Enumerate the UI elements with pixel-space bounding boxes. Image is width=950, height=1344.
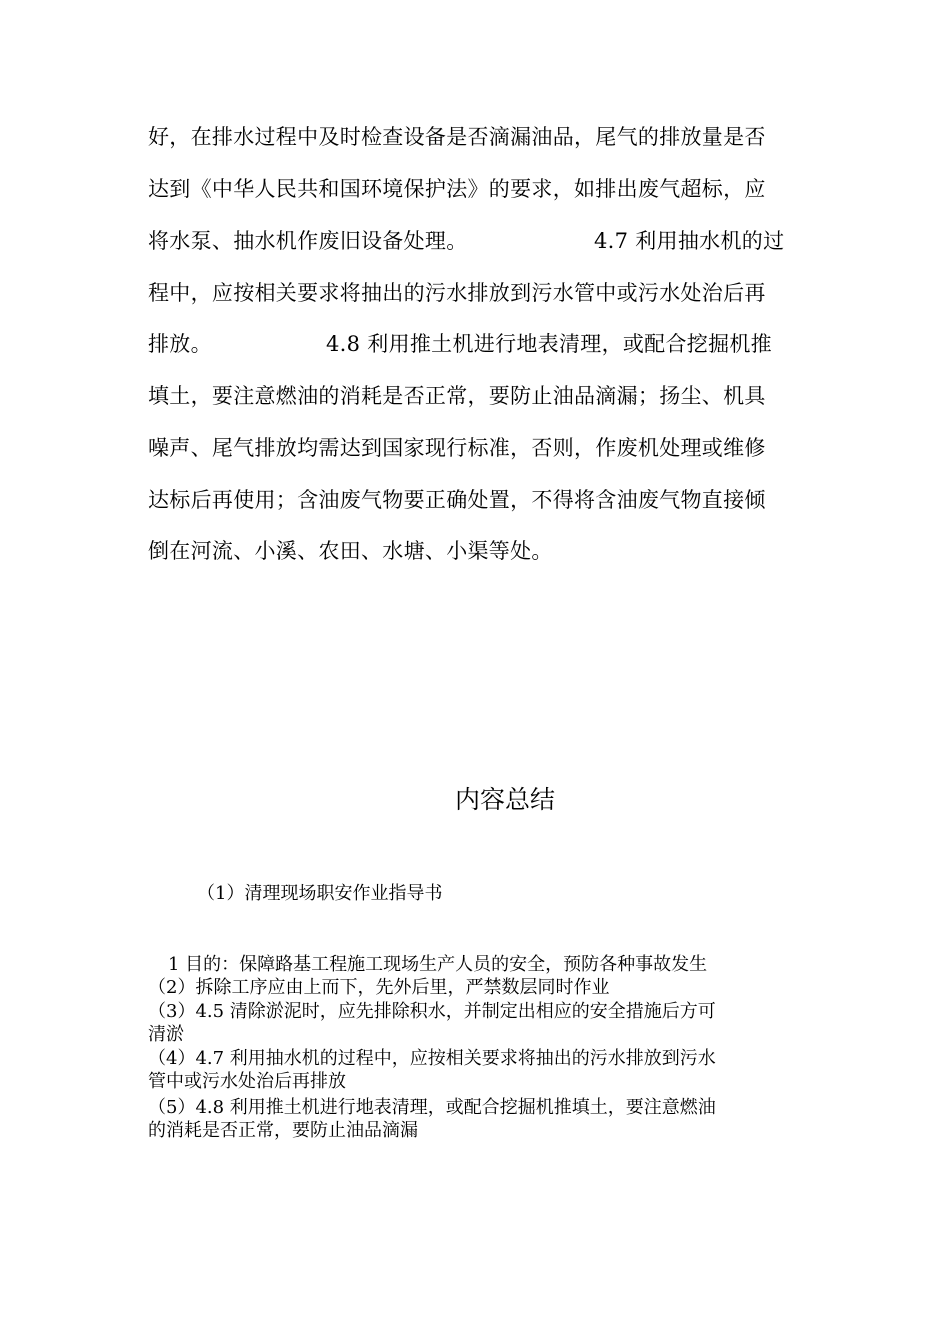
summary-line: （4）4.7 利用抽水机的过程中，应按相关要求将抽出的污水排放到污水 <box>148 1048 716 1069</box>
body-text-line: 4.7 利用抽水机的过 <box>594 229 785 253</box>
body-text-line: 填土，要注意燃油的消耗是否正常，要防止油品滴漏；扬尘、机具 <box>148 384 766 408</box>
body-text-line: 将水泵、抽水机作废旧设备处理。 <box>148 229 468 253</box>
body-text-line: 排放。 <box>148 332 212 356</box>
summary-line: 清淤 <box>148 1024 184 1045</box>
summary-line: （3）4.5 清除淤泥时，应先排除积水，并制定出相应的安全措施后方可 <box>148 1001 716 1022</box>
body-text-line: 4.8 利用推土机进行地表清理，或配合挖掘机推 <box>326 332 772 356</box>
summary-line: 的消耗是否正常，要防止油品滴漏 <box>148 1120 418 1141</box>
summary-line: 管中或污水处治后再排放 <box>148 1071 346 1092</box>
body-text-line: 噪声、尾气排放均需达到国家现行标准，否则，作废机处理或维修 <box>148 436 766 460</box>
body-text-line: 达到《中华人民共和国环境保护法》的要求，如排出废气超标，应 <box>148 177 766 201</box>
body-text-line: 达标后再使用；含油废气物要正确处置，不得将含油废气物直接倾 <box>148 488 766 512</box>
summary-line: （5）4.8 利用推土机进行地表清理，或配合挖掘机推填土，要注意燃油 <box>148 1097 716 1118</box>
body-text-line: 好，在排水过程中及时检查设备是否滴漏油品，尾气的排放量是否 <box>148 125 766 149</box>
body-text-line: 程中，应按相关要求将抽出的污水排放到污水管中或污水处治后再 <box>148 281 766 305</box>
summary-title: 内容总结 <box>454 785 555 814</box>
body-text-line: 倒在河流、小溪、农田、水塘、小渠等处。 <box>148 539 553 563</box>
summary-line: （2）拆除工序应由上而下，先外后里，严禁数层同时作业 <box>148 977 610 998</box>
summary-subtitle: （1）清理现场职安作业指导书 <box>197 883 443 904</box>
summary-line: 1 目的：保障路基工程施工现场生产人员的安全，预防各种事故发生 <box>168 954 708 975</box>
